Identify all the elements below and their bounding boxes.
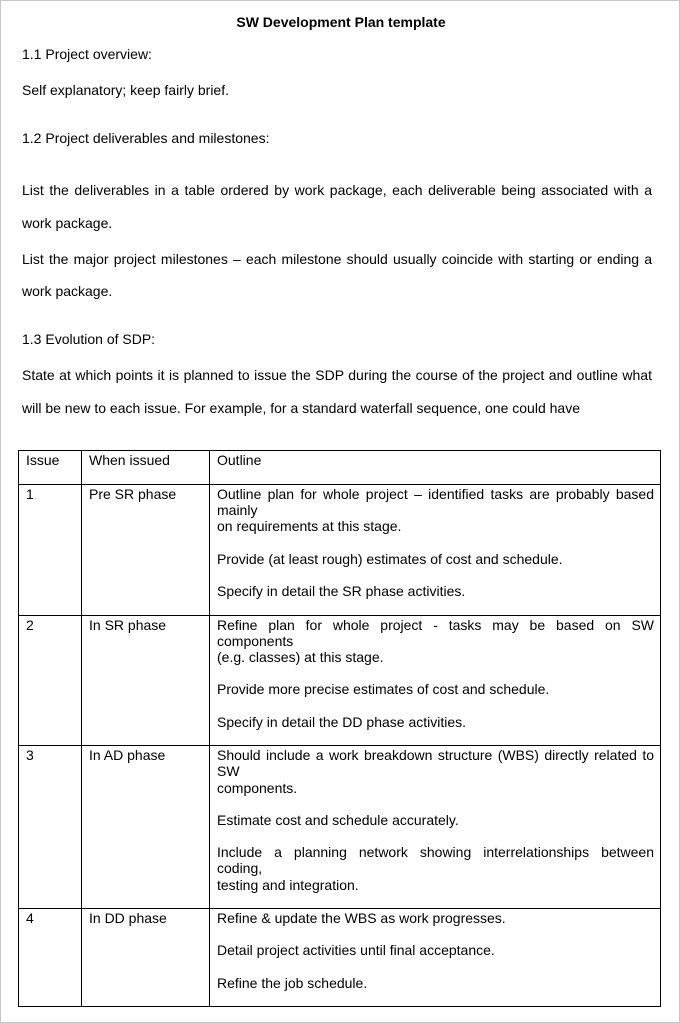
outline-line: Specify in detail the DD phase activities. [217,713,467,730]
deliverables-text-line: List the deliverables in a table ordered by work package, each deliverable being associated with a [22,182,652,198]
milestones-text-line: work package. [22,283,113,299]
issue-cell: 1 [19,485,82,616]
when-cell: Pre SR phase [82,485,210,616]
when-cell: In AD phase [82,746,210,909]
issue-cell: 4 [19,909,82,1007]
outline-cell [210,485,661,616]
outline-line: Detail project activities until final acceptance. [217,942,495,959]
header-when-issued: When issued [82,451,210,485]
deliverables-text-line: work package. [22,215,113,231]
outline-line: Include a planning network showing interrelationships between coding, [217,844,654,877]
sdp-issues-table [18,450,661,1007]
table-header-row [19,451,661,485]
issue-cell: 3 [19,746,82,909]
outline-line: Specify in detail the SR phase activities. [217,583,466,600]
outline-line: Refine plan for whole project - tasks may be based on SW components [217,616,654,649]
outline-line: Outline plan for whole project – identified tasks are probably based mainly [217,486,654,518]
outline-line: Should include a work breakdown structure (WBS) directly related to SW [217,747,654,780]
table-row [19,909,661,1007]
section-heading-evolution: 1.3 Evolution of SDP: [22,331,156,347]
outline-line: (e.g. classes) at this stage. [217,648,384,665]
outline-line: Refine & update the WBS as work progresses. [217,910,506,927]
header-outline: Outline [210,451,661,485]
section-heading-overview: 1.1 Project overview: [22,46,152,62]
issue-cell: 2 [19,615,82,746]
overview-text: Self explanatory; keep fairly brief. [22,82,229,98]
outline-line: testing and integration. [217,876,359,893]
section-heading-deliverables: 1.2 Project deliverables and milestones: [22,130,270,146]
outline-line: components. [217,779,298,796]
table-row [19,485,661,616]
outline-cell [210,615,661,746]
outline-line: Provide more precise estimates of cost and schedule. [217,681,550,698]
when-cell: In DD phase [82,909,210,1007]
outline-line: Estimate cost and schedule accurately. [217,811,459,828]
evolution-text-line: will be new to each issue. For example, for a standard waterfall sequence, one could have [22,400,580,416]
outline-cell [210,746,661,909]
document-title: SW Development Plan template [236,14,446,30]
outline-cell [210,909,661,1007]
outline-line: Provide (at least rough) estimates of cost and schedule. [217,550,563,567]
milestones-text-line: List the major project milestones – each milestone should usually coincide with starting or ending a [22,251,652,267]
table-row [19,615,661,746]
outline-line: on requirements at this stage. [217,518,402,535]
header-issue: Issue [19,451,82,485]
outline-line: Refine the job schedule. [217,974,368,991]
table-row [19,746,661,909]
evolution-text-line: State at which points it is planned to issue the SDP during the course of the project and outline what [22,367,652,383]
when-cell: In SR phase [82,615,210,746]
